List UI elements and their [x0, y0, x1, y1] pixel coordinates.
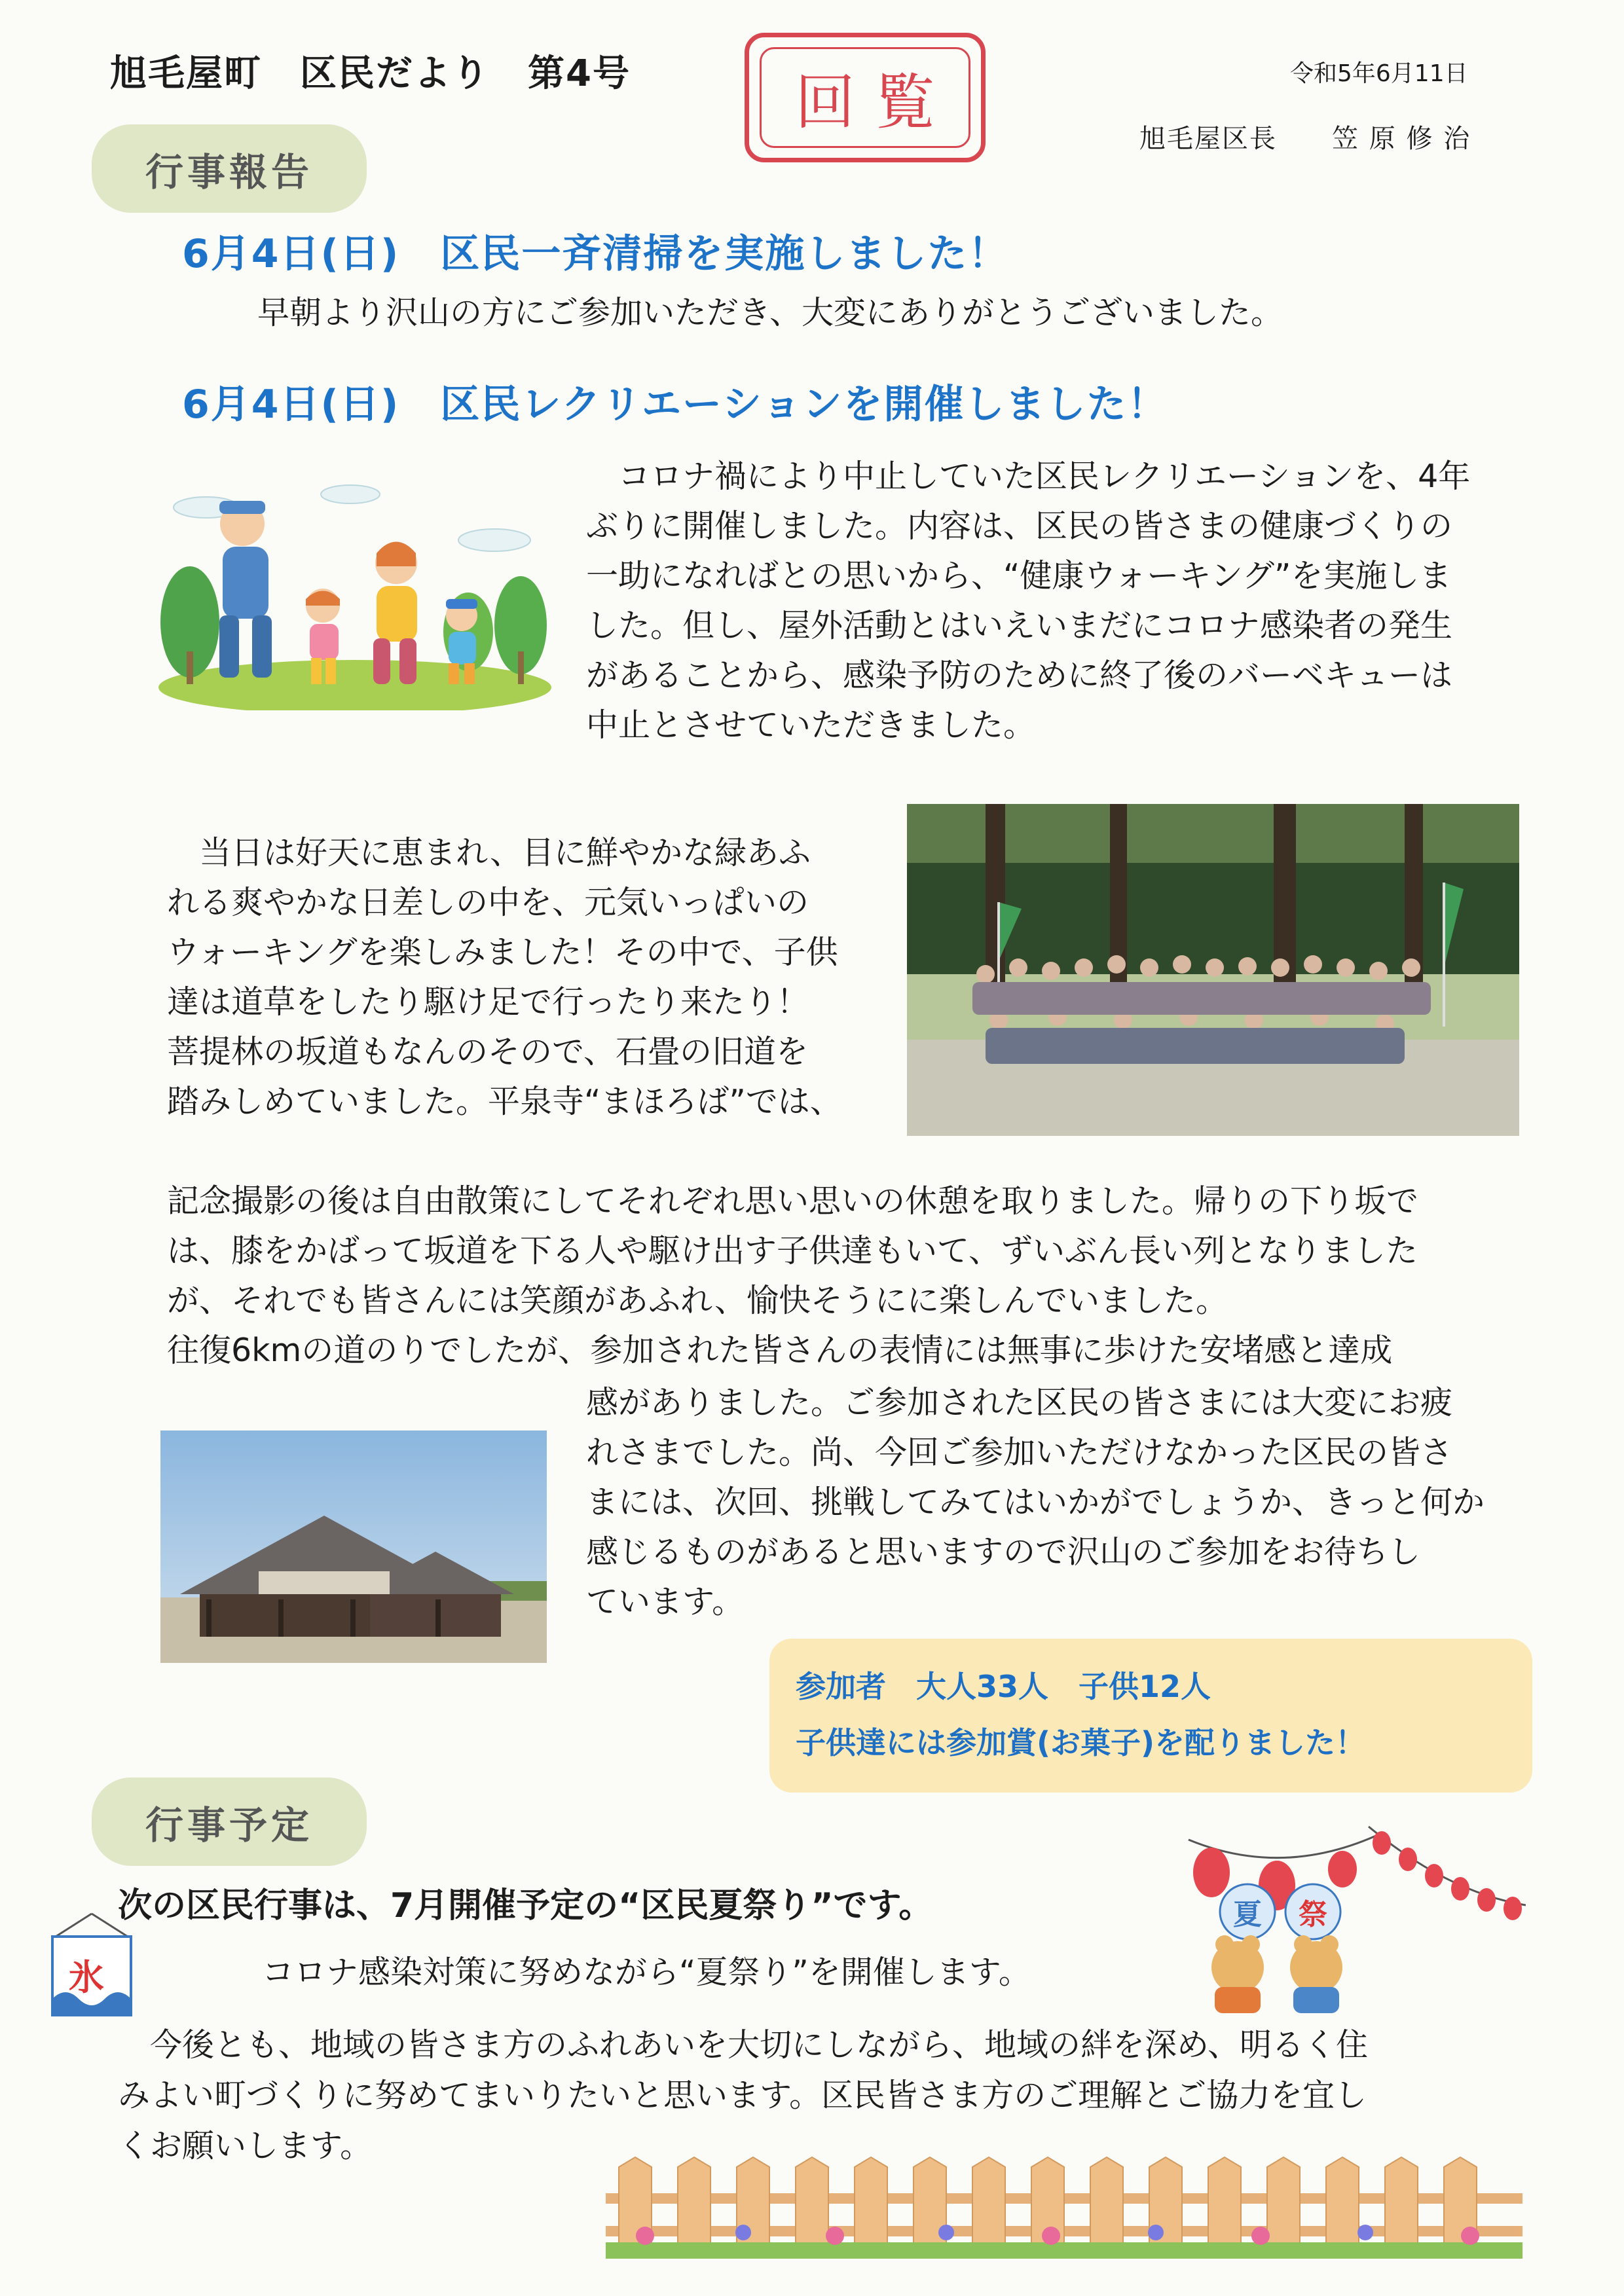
text-line: くお願いします。 — [118, 2127, 373, 2164]
text-line: まには、次回、挑戦してみてはいかがでしょうか、きっと何か — [586, 1484, 1485, 1521]
text-line: 達は道草をしたり駆け足で行ったり来たり！ — [167, 983, 809, 1021]
text-line: 当日は好天に恵まれ、目に鮮やかな緑あふ — [167, 834, 811, 871]
text-line: 記念撮影の後は自由散策にしてそれぞれ思い思いの休憩を取りました。帰りの下り坂で — [167, 1182, 1419, 1220]
author-line: 旭毛屋区長 笠 原 修 治 — [1139, 124, 1471, 154]
text-line: 中止とさせていただきました。 — [586, 706, 1036, 744]
stamp-text: 回覧 — [760, 47, 970, 148]
heading-cleanup: 6月4日(日) 区民一斉清掃を実施しました！ — [182, 231, 1009, 277]
cleanup-text: 早朝より沢山の方にご参加いただき、大変にありがとうございました。 — [257, 294, 1283, 331]
section-label-plan: 行事予定 — [92, 1777, 367, 1866]
text-line: れる爽やかな日差しの中を、元気いっぱいの — [167, 884, 809, 921]
text-line: した。但し、屋外活動とはいえいまだにコロナ感染者の発生 — [586, 607, 1453, 644]
text-line: みよい町づくりに努めてまいりたいと思います。区民皆さま方のご理解とご協力を宜し — [118, 2077, 1367, 2114]
heading-recreation: 6月4日(日) 区民レクリエーションを開催しました！ — [182, 382, 1168, 428]
text-line: 踏みしめていました。平泉寺“まほろば”では、 — [167, 1083, 842, 1120]
fence-flowers-illustration — [606, 2154, 1522, 2259]
circulation-stamp — [745, 33, 986, 162]
fan-left-text: 夏 — [1233, 1898, 1262, 1931]
recreation-paragraph-2 — [167, 828, 894, 1127]
text-line: ウォーキングを楽しみました！その中で、子供 — [167, 934, 838, 971]
text-line: があることから、感染予防のために終了後のバーベキューは — [586, 657, 1453, 694]
text-line: 感じるものがあると思いますので沢山のご参加をお待ちし — [586, 1533, 1421, 1571]
text-line: が、それでも皆さんには笑顔があふれ、愉快そうにに楽しんでいました。 — [167, 1282, 1228, 1319]
summer-festival-illustration — [1185, 1807, 1526, 2016]
section-label-report: 行事報告 — [92, 124, 367, 213]
text-line: は、膝をかばって坂道を下る人や駆け出す子供達もいて、ずいぶん長い列となりました — [167, 1232, 1418, 1269]
recreation-paragraph-2-cont — [167, 1176, 1549, 1376]
ice-flag-illustration — [43, 1910, 141, 2028]
closing-paragraph — [118, 2020, 1532, 2171]
text-line: 一助になればとの思いから、“健康ウォーキング”を実施しま — [586, 557, 1452, 594]
text-line: 感がありました。ご参加された区民の皆さまには大変にお疲 — [586, 1384, 1453, 1421]
text-line: コロナ禍により中止していた区民レクリエーションを、4年 — [586, 458, 1471, 495]
issue-date: 令和5年6月11日 — [1290, 60, 1468, 87]
ice-flag-char: 氷 — [69, 1957, 104, 1998]
participants-count: 参加者 大人33人 子供12人 — [796, 1669, 1211, 1704]
text-line: ぶりに開催しました。内容は、区民の皆さまの健康づくりの — [586, 507, 1453, 545]
plan-heading: 次の区民行事は、7月開催予定の“区民夏祭り”です。 — [118, 1886, 933, 1925]
fan-right-text: 祭 — [1299, 1898, 1327, 1931]
group-photo — [907, 804, 1519, 1136]
walking-family-illustration — [154, 468, 557, 710]
recreation-paragraph-1 — [586, 452, 1536, 750]
building-photo — [160, 1430, 547, 1663]
participants-note — [769, 1639, 1532, 1793]
text-line: ています。 — [586, 1583, 745, 1620]
text-line: 今後とも、地域の皆さま方のふれあいを大切にしながら、地域の絆を深め、明るく住 — [118, 2026, 1369, 2064]
plan-line-1: コロナ感染対策に努めながら“夏祭り”を開催します。 — [262, 1954, 1031, 1991]
recreation-paragraph-3 — [586, 1378, 1536, 1627]
newsletter-title: 旭毛屋町 区民だより 第4号 — [110, 52, 631, 95]
prize-note: 子供達には参加賞(お菓子)を配りました！ — [796, 1725, 1366, 1760]
text-line: れさまでした。尚、今回ご参加いただけなかった区民の皆さ — [586, 1434, 1453, 1471]
text-line: 菩提林の坂道もなんのそので、石畳の旧道を — [167, 1033, 809, 1070]
text-line: 往復6kmの道のりでしたが、参加された皆さんの表情には無事に歩けた安堵感と達成 — [167, 1332, 1393, 1369]
